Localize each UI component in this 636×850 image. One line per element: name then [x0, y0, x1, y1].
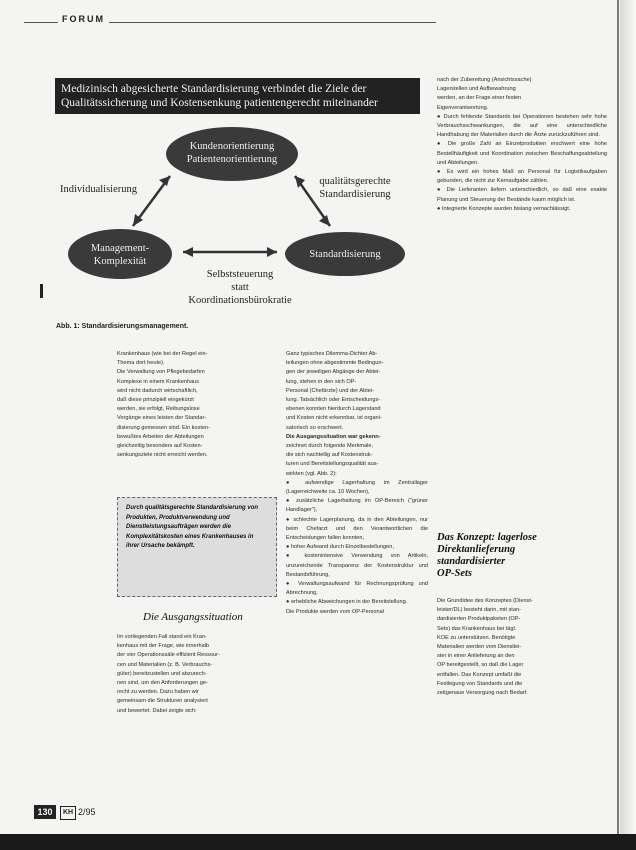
- figure-banner: Medizinisch abgesicherte Standardisierung verbindet die Ziele der Qualitätssicherung und Kostensenkung patientengerecht miteinander: [55, 78, 420, 114]
- issue-number: 2/95: [78, 807, 96, 817]
- bottom-bar: [0, 834, 636, 850]
- pull-quote-text: Durch qualitätsgerechte Standardisierung von Produkten, Produktverwendung und Dienstleistungsaufträgen werden die Komplexitätskosten eines Krankenhauses in ihrer Ursache bekämpft.: [126, 505, 259, 549]
- list-item: ● Durch fehlende Standards bei Operationen bestehen sehr hohe Verbrauchsschwankungen, die auf eine unterschiedliche Handhabung der Materialien durch die Ärzte zurückzuführen sind.: [437, 113, 607, 141]
- list-item: ● kostenintensive Verwendung von Artikeln, unzureichende Transparenz der Kostenstruktur und Bestandsführung,: [286, 552, 428, 580]
- heading-concept: Das Konzept: lagerlose Direktanlieferung standardisierter OP-Sets: [437, 532, 537, 579]
- list-item: ● aufwendige Lagerhaltung im Zentrallager (Lagerreichweite ca. 10 Wochen),: [286, 479, 428, 497]
- page-edge: [620, 0, 636, 850]
- label-quality-standardization: qualitätsgerechte Standardisierung: [319, 176, 391, 200]
- list-item: ● zusätzliche Lagerhaltung im OP-Bereich ("grüner Handlager"),: [286, 497, 428, 515]
- column-1-intro: Krankenhaus (wie bei der Regel ein- Thema dort heute). Die Verwaltung von Pflegebedarfen Komplexe in einem Krankenhaus wird nicht dadurch wirtschaftlich, daß diese prinzipiell eingekürzt werden, sie erfolgt, Reibungslose Vorgänge eines leisten der Standar- disierung gemessen sind. Ein kosten- bewußtes Arbeiten der Abteilungen gleichzeitig besonders auf Kosten- senkungsziele nicht erreicht werden.: [117, 351, 210, 459]
- margin-mark: [40, 284, 43, 298]
- section-header: FORUM: [58, 14, 109, 24]
- list-item: ● Die Lieferanten liefern unterschiedlich, so daß eine exakte Planung und Steuerung der Bestände kaum möglich ist.: [437, 186, 607, 204]
- column-1-body: Im vorliegenden Fall stand ein Kran- kenhaus mit der Frage, wie innerhalb der vier Operationssäle effizient Ressour- cen und Materialien (z. B. Verbrauchs- güter) bereitzustellen und abzurech- nen sind, um den Anforderungen ge- recht zu werden. Dazu haben wir gemeinsam die Strukturen analysiert und bewertet. Dabei zeigte sich:: [117, 634, 220, 714]
- figure-caption: Abb. 1: Standardisierungsmanagement.: [56, 323, 189, 330]
- list-item: ● Verwaltungsaufwand für Rechnungsprüfung und Abrechnung,: [286, 580, 428, 598]
- page-number: 130: [34, 805, 56, 819]
- label-individualization: Individualisierung: [60, 184, 137, 195]
- page-edge-line: [617, 0, 619, 850]
- node-left-label: Management- Komplexität: [90, 243, 150, 267]
- list-item: ● schlechte Lagerplanung, da in den Abteilungen, nur beim Chefarzt und den Verantwortlichen die Entscheidungen fallen konnten,: [286, 516, 428, 544]
- heading-starting-situation: Die Ausgangssituation: [143, 611, 243, 623]
- list-item: ● Die große Zahl an Einzelprodukten erschwert eine hohe Bestellhäufigkeit und Koordination zwischen Beschaffungsabteilung und Abteilungen.: [437, 140, 607, 168]
- list-item: ● hoher Aufwand durch Einzelbestellungen,: [286, 543, 428, 552]
- magazine-logo: KH: [60, 806, 76, 820]
- pull-quote-box: [117, 497, 277, 597]
- column-2: Ganz typisches Dilemma-Dichter Ab- teilungen ohne abgestimmte Bedingun- gen der jeweiligen Abgänge der Abtei- lung, stehen in den sich OP- Personal (Chefärzte) und der Abtei- lung. Tatsächlich oder Entscheidungs- ebenen konnten hierdurch Lagerstand und Kosten nicht erkennbar, ist organi- satorisch so erschwert. Die Ausgangssituation war gekenn- zeichnet durch folgende Merkmale, die sich nachteilig auf Kostenstruk- turen und Bereitstellungsqualität aus- wirkten (vgl. Abb. 2): ● aufwendige Lagerhaltung im Zentrallager (Lagerreichweite ca. 10 Wochen), ● zusätzliche Lagerhaltung im OP-Bereich ("grüner Handlager"), ● schlechte Lagerplanung, da in den Abteilungen, nur beim Chefarzt und den Verantwortlichen die Entscheidungen fallen konnten, ● hoher Aufwand durch Einzelbestellungen, ● kostenintensive Verwendung von Artikeln, unzureichende Transparenz der Kostenstruktur und Bestandsführung, ● Verwaltungsaufwand für Rechnungsprüfung und Abrechnung, ● erhebliche Abweichungen in der Bereitstellung. Die Produkte werden vom OP-Personal: [286, 350, 428, 617]
- label-self-control: Selbststeuerung statt Koordinationsbürokratie: [188, 269, 292, 306]
- list-item: ● Es wird ein hohes Maß an Personal für Logistikaufgaben gebunden, die nicht zur Kernaufgabe zählen.: [437, 168, 607, 186]
- arrowhead: [183, 247, 193, 257]
- list-item: ● erhebliche Abweichungen in der Bereitstellung.: [286, 598, 428, 607]
- node-right-label: Standardisierung: [309, 249, 381, 260]
- column-3-top: nach der Zubereitung (Ansichtssache) Lagerstellen und Aufbewahrung werden, an der Frage einer festen Eigenverantwortung. ● Durch fehlende Standards bei Operationen bestehen sehr hohe Verbrauchsschwankungen, die auf eine unterschiedliche Handhabung der Materialien durch die Ärzte zurückzuführen sind. ● Die große Zahl an Einzelprodukten erschwert eine hohe Bestellhäufigkeit und Koordination zwischen Beschaffungsabteilung und Abteilungen. ● Es wird ein hohes Maß an Personal für Logistikaufgaben gebunden, die nicht zur Kernaufgabe zählen. ● Die Lieferanten liefern unterschiedlich, so daß eine exakte Planung und Steuerung der Bestände kaum möglich ist. ● Integrierte Konzepte wurden bislang vernachlässigt.: [437, 76, 607, 214]
- node-top-label: Kundenorientierung Patientenorientierung: [186, 141, 278, 165]
- arrowhead: [267, 247, 277, 257]
- list-item: ● Integrierte Konzepte wurden bislang vernachlässigt.: [437, 205, 607, 214]
- column-3-bottom: Die Grundidee des Konzeptes (Dienst- leister/DL) besteht darin, mit stan- dardisierten Produktpaketen (OP- Sets) das Krankenhaus bei tägl. KOE zu unterstützen. Benötigte Materialien werden vom Dienstlei- ster in einer Anlieferung an den OP bereitgestellt, so daß die Lager entfallen. Das Konzept umfaßt die Festlegung von Standards und die zeitgenaue Versorgung nach Bedarf.: [437, 598, 533, 697]
